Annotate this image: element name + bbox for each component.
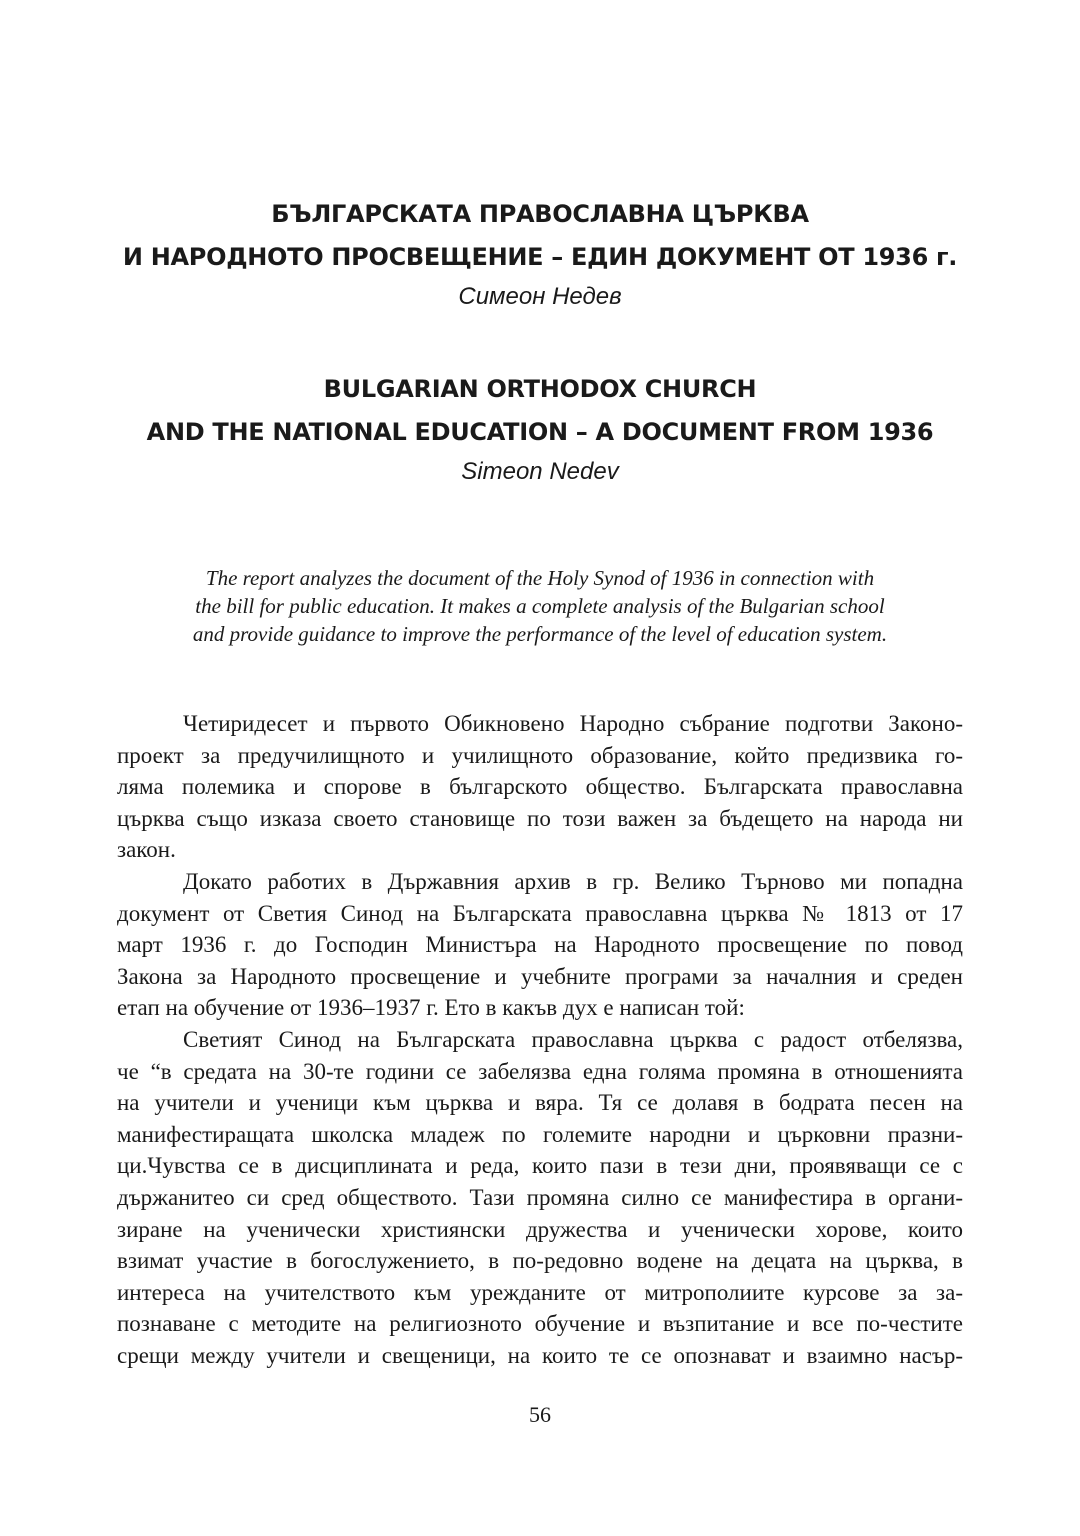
title-en-line-1: BULGARIAN ORTHODOX CHURCH [323, 375, 757, 403]
body-line: закон. [117, 837, 176, 863]
body-line: манифестиращата школска младеж по големите народни и църковни празни- [117, 1121, 963, 1147]
body-line: Светият Синод на Българската православна църква с радост отбелязва, [183, 1026, 963, 1052]
body-line: познаване с методите на религиозното обучение и възпитание и все по-честите [117, 1311, 963, 1337]
body-line: етап на обучение от 1936–1937 г. Ето в какъв дух е написан той: [117, 995, 745, 1021]
body-text [117, 708, 963, 1371]
body-line: на учители и ученици към църква и вяра. Тя се долавя в бодрата песен на [117, 1090, 963, 1116]
body-line: Четиридесет и първото Обикновено Народно събрание подготви Законо- [183, 711, 963, 736]
title-english [0, 368, 1080, 490]
title-bg-line-2: И НАРОДНОТО ПРОСВЕЩЕНИЕ – ЕДИН ДОКУМЕНТ ОТ 1936 г. [122, 243, 958, 271]
abstract [0, 564, 1080, 648]
body-line: че “в средата на 30-те години се забелязва една голяма промяна в отношенията [117, 1058, 963, 1084]
title-en-line-2: AND THE NATIONAL EDUCATION – A DOCUMENT FROM 1936 [146, 418, 934, 446]
title-bulgarian [0, 193, 1080, 315]
body-line: Докато работих в Държавния архив в гр. Велико Търново ми попадна [183, 868, 963, 894]
body-line: срещи между учители и свещеници, на които те се опознават и взаимно насър- [117, 1342, 963, 1368]
title-bg-line-1: БЪЛГАРСКАТА ПРАВОСЛАВНА ЦЪРКВА [271, 200, 809, 228]
abstract-line: and provide guidance to improve the performance of the level of education system. [192, 622, 888, 646]
body-line: държанитео си сред обществото. Тази промяна силно се манифестира в органи- [117, 1184, 963, 1210]
body-line: документ от Светия Синод на Българската православна църква № 1813 от 17 [117, 900, 963, 926]
author-bg: Симеон Недев [458, 283, 622, 310]
abstract-line: The report analyzes the document of the Holy Synod of 1936 in connection with [205, 566, 875, 590]
body-line: ци.Чувства се в дисциплината и реда, които пази в тези дни, проявяващи се с [117, 1153, 963, 1179]
body-line: взимат участие в богослужението, в по-редовно водене на децата на църква, в [117, 1248, 963, 1274]
author-en: Simeon Nedev [461, 458, 619, 485]
body-line: зиране на ученически християнски дружества и ученически хорове, които [117, 1216, 963, 1242]
body-line: църква също изказа своето становище по този важен за бъдещето на народа ни [117, 805, 963, 831]
body-line: Закона за Народното просвещение и учебните програми за началния и среден [117, 963, 963, 989]
body-line: интереса на учителството към урежданите от митрополиите курсове за за- [117, 1279, 963, 1305]
body-line: ляма полемика и спорове в българското общество. Българската православна [117, 774, 963, 800]
abstract-line: the bill for public education. It makes a complete analysis of the Bulgarian school [195, 594, 885, 618]
page-number: 56 [529, 1402, 551, 1427]
body-line: проект за предучилищното и училищното образование, който предизвика го- [117, 742, 963, 768]
body-line: март 1936 г. до Господин Министъра на Народното просвещение по повод [117, 932, 963, 958]
